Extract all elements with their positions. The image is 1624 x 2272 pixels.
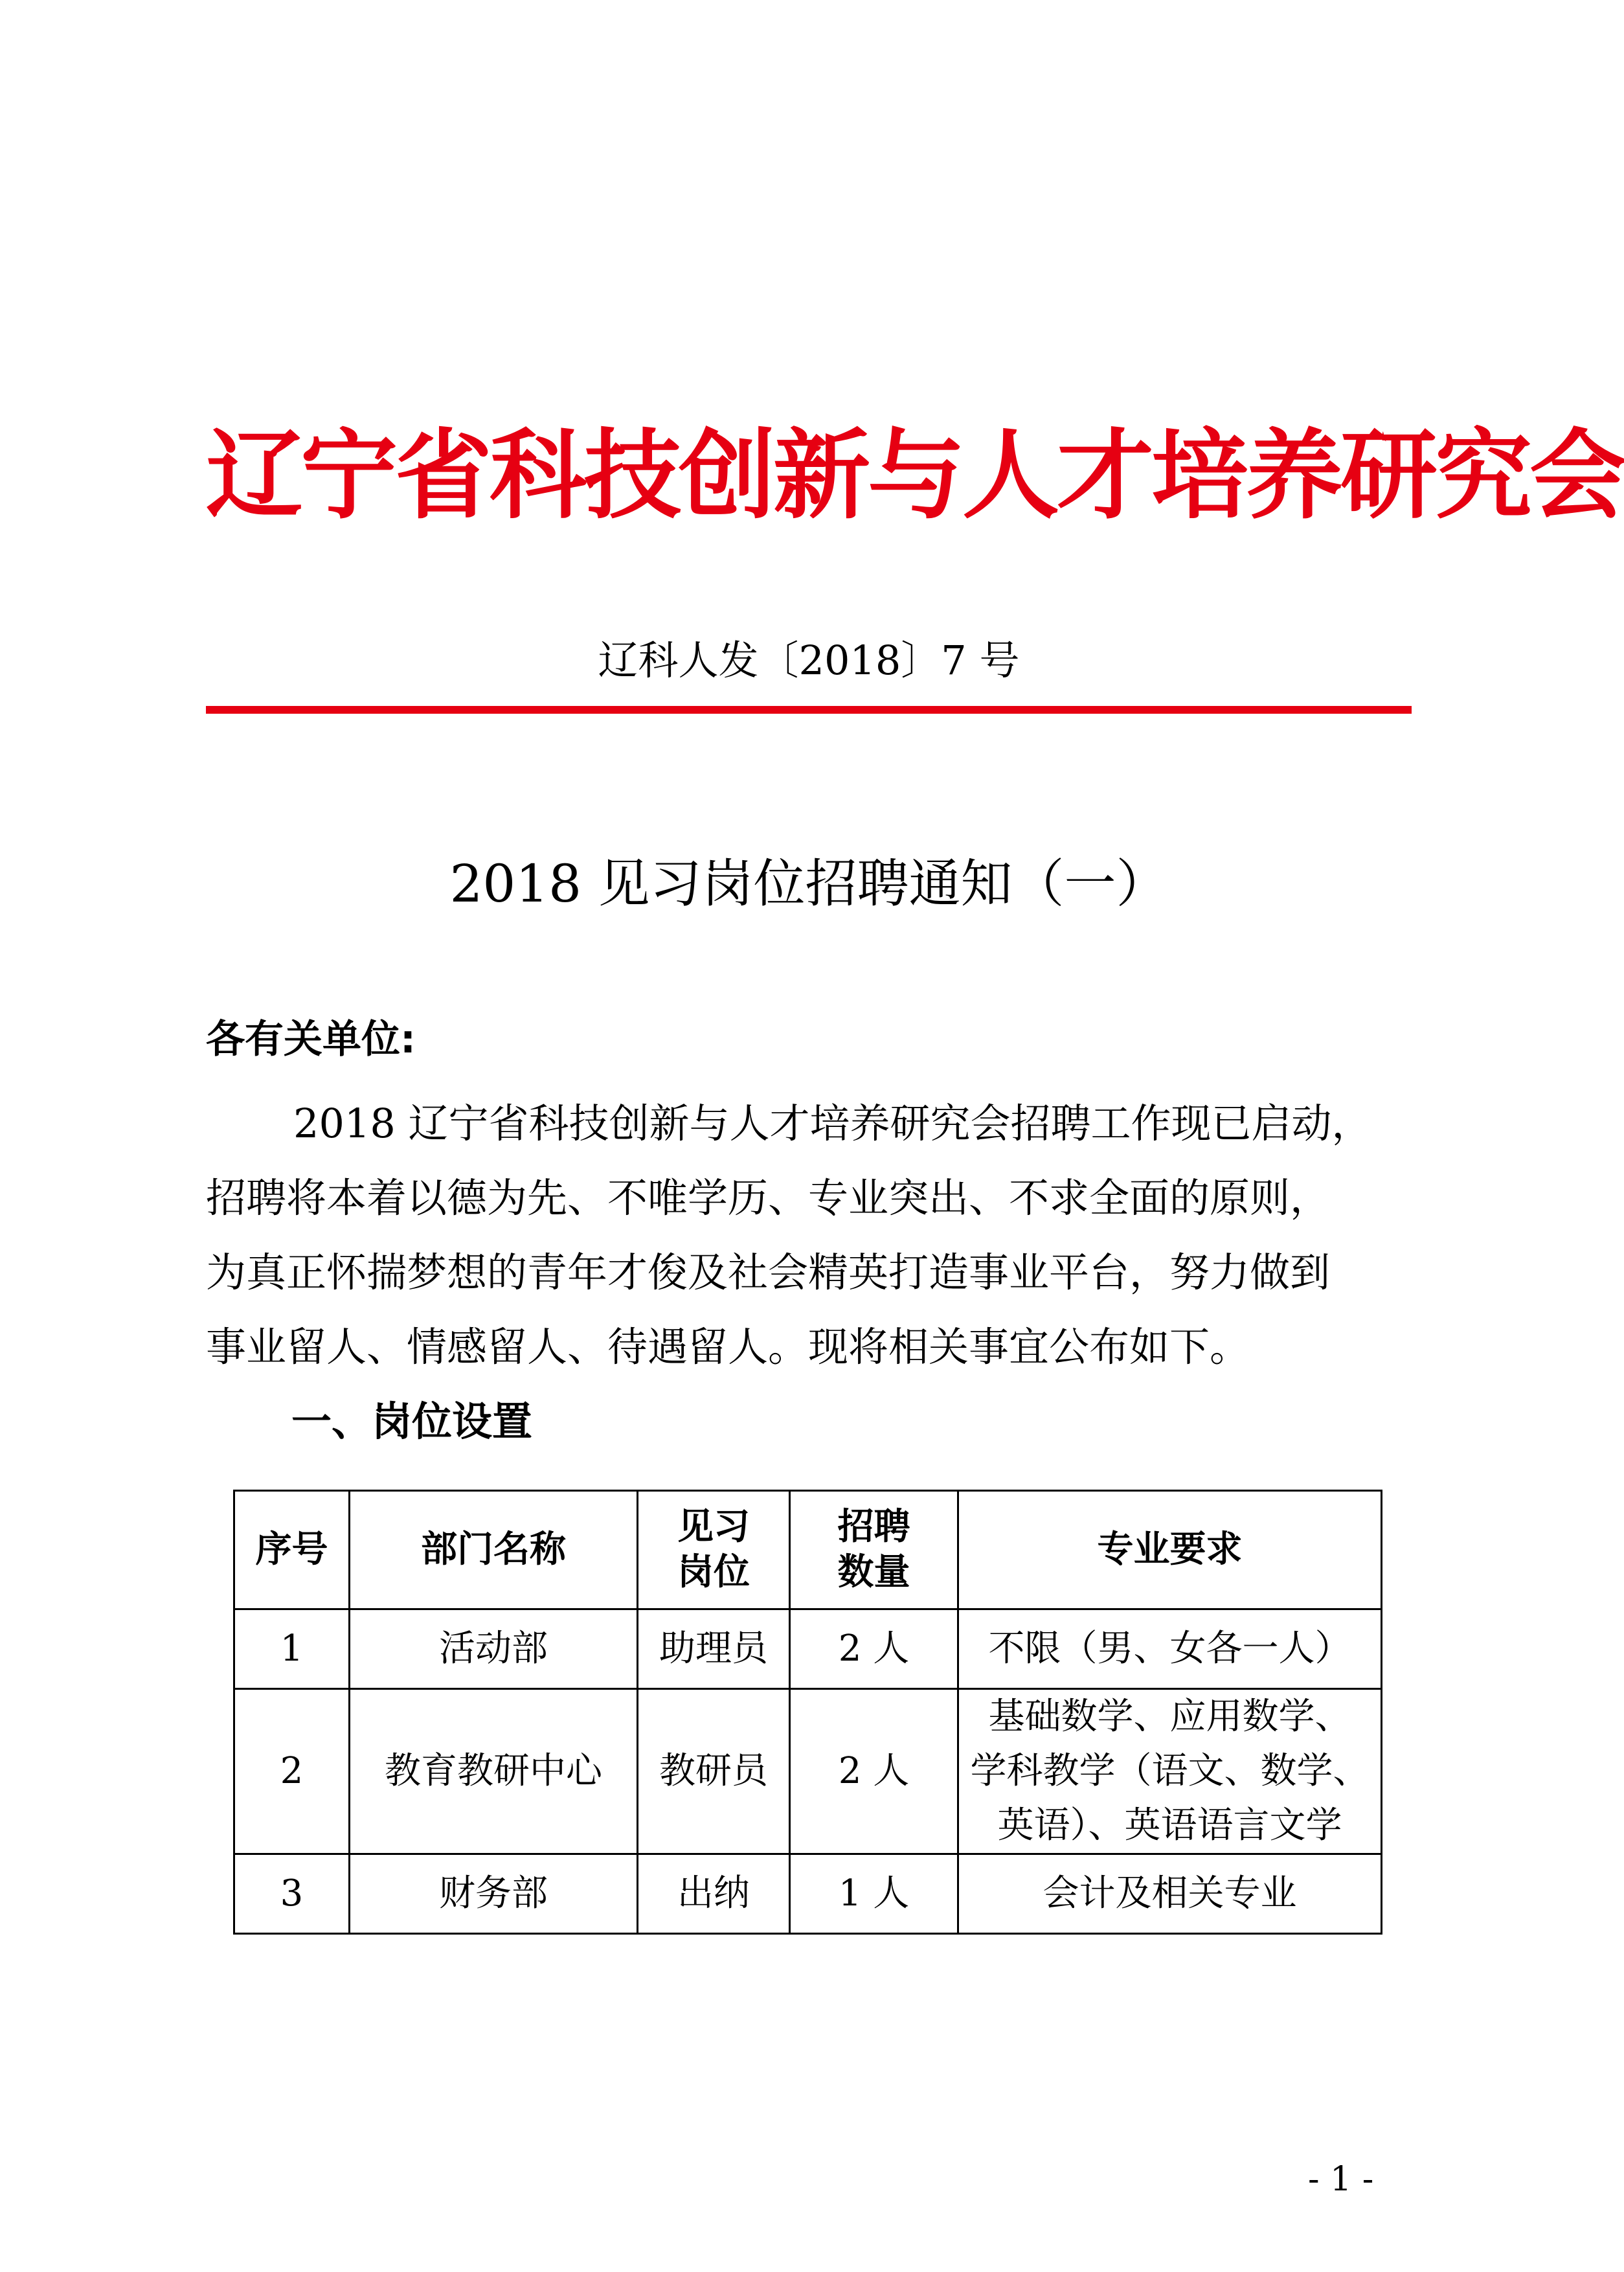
cell-position: 教研员 [638,1689,790,1854]
cell-index: 2 [234,1689,350,1854]
header-count-line1: 招聘 [837,1506,910,1548]
table-row [234,1689,1382,1854]
cell-count: 2 人 [790,1609,958,1689]
cell-requirement [958,1609,1382,1689]
red-divider-line [206,706,1412,714]
cell-requirement [958,1854,1382,1934]
header-requirement: 专业要求 [958,1491,1382,1609]
page-number: - 1 - [1308,2160,1374,2199]
cell-index: 3 [234,1854,350,1934]
header-index: 序号 [234,1491,350,1609]
body-paragraph-line: 为真正怀揣梦想的青年才俊及社会精英打造事业平台，努力做到 [206,1249,1331,1296]
header-count [790,1491,958,1609]
header-position-line2: 岗位 [677,1551,750,1593]
cell-dept: 财务部 [350,1854,638,1934]
cell-count: 1 人 [790,1854,958,1934]
notice-title: 2018 见习岗位招聘通知（一） [449,854,1168,914]
requirement-line: 学科教学（语文、数学、 [970,1750,1370,1792]
cell-dept: 教育教研中心 [350,1689,638,1854]
requirement-line: 英语）、英语语言文学 [997,1804,1342,1846]
cell-dept: 活动部 [350,1609,638,1689]
org-title: 辽宁省科技创新与人才培养研究会 [206,420,1624,532]
body-paragraph-line: 招聘将本着以德为先、不唯学历、专业突出、不求全面的原则， [206,1174,1331,1221]
salutation: 各有关单位: [206,1017,416,1062]
table-row [234,1854,1382,1934]
header-position-line1: 见习 [677,1506,750,1548]
positions-table [233,1490,1382,1935]
cell-position: 助理员 [638,1609,790,1689]
header-position [638,1491,790,1609]
cell-count: 2 人 [790,1689,958,1854]
header-dept: 部门名称 [350,1491,638,1609]
table-row [234,1609,1382,1689]
body-paragraph-line: 2018 辽宁省科技创新与人才培养研究会招聘工作现已启动， [293,1100,1372,1147]
section-heading: 一、岗位设置 [291,1398,533,1445]
cell-index: 1 [234,1609,350,1689]
table-header-row [234,1491,1382,1609]
requirement-line: 会计及相关专业 [1043,1872,1297,1914]
requirement-line: 不限（男、女各一人） [988,1628,1351,1670]
document-number: 辽科人发〔2018〕7 号 [598,637,1020,684]
requirement-line: 基础数学、应用数学、 [988,1696,1351,1738]
cell-position: 出纳 [638,1854,790,1934]
body-paragraph-line: 事业留人、情感留人、待遇留人。现将相关事宜公布如下。 [206,1323,1250,1370]
cell-requirement [958,1689,1382,1854]
header-count-line2: 数量 [837,1551,910,1593]
